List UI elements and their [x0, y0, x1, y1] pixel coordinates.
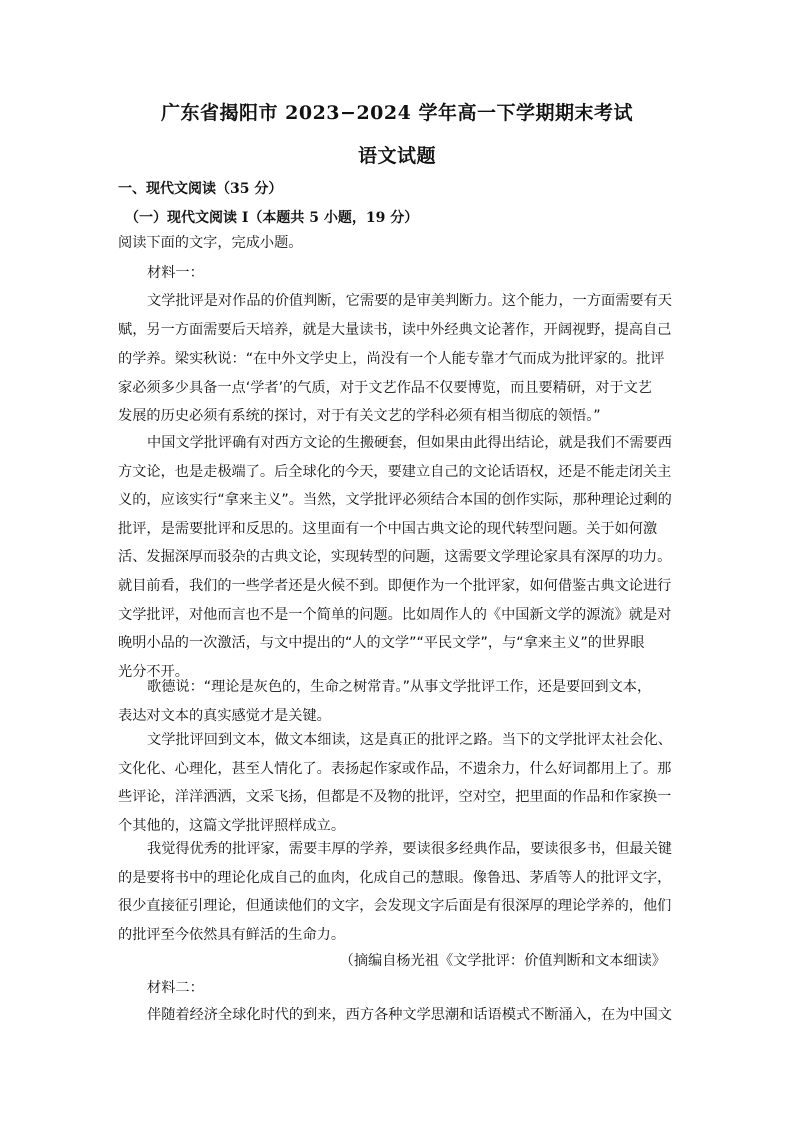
body-line: 的批评至今依然具有鲜活的生命力。: [118, 927, 346, 943]
body-line: 材料一：: [147, 265, 204, 281]
section-heading: 一、现代文阅读（35 分）: [118, 181, 283, 197]
body-line: 材料二：: [147, 980, 204, 996]
body-line: 的是要将书中的理论化成自己的血肉，化成自己的慧眼。像鲁迅、茅盾等人的批评文字，: [118, 870, 672, 886]
body-line: 表达对文本的真实感觉才是关键。: [118, 708, 331, 724]
body-line: 歌德说：“理论是灰色的，生命之树常青。”从事文学批评工作，还是要回到文本，: [147, 679, 652, 695]
subsection-heading: （一）现代文阅读 I（本题共 5 小题，19 分）: [125, 210, 419, 226]
body-line: 的学养。梁实秋说：“在中外文学史上，尚没有一个人能专靠才气而成为批评家的。批评: [118, 351, 665, 367]
body-line: 很少直接征引理论，但通读他们的文字，会发现文字后面是有很深厚的理论学养的，他们: [118, 898, 672, 914]
body-line: 中国文学批评确有对西方文论的生搬硬套，但如果由此得出结论，就是我们不需要西: [147, 435, 672, 451]
body-line: 就目前看，我们的一些学者还是火候不到。即便作为一个批评家，如何借鉴古典文论进行: [118, 578, 672, 594]
body-line: 些评论，洋洋洒洒，文采飞扬，但都是不及物的批评，空对空，把里面的作品和作家换一: [118, 789, 672, 805]
page-subtitle: 语文试题: [357, 145, 436, 167]
body-line: 光分不开。: [118, 664, 189, 680]
body-line: 晚明小品的一次激活，与文中提出的“人的文学”“平民文学”，与“拿来主义”的世界眼: [118, 635, 645, 651]
source-citation: （摘编自杨光祖《文学批评：价值判断和文本细读》: [339, 953, 666, 969]
body-line: 我觉得优秀的批评家，需要丰厚的学养，要读很多经典作品，要读很多书，但最关键: [147, 841, 672, 857]
body-line: 赋，另一方面需要后天培养，就是大量读书，读中外经典文论著作，开阔视野，提高自己: [118, 322, 672, 338]
body-line: 发展的历史必须有系统的探讨，对于有关文艺的学科必须有相当彻底的领悟。”: [118, 408, 601, 424]
body-line: 文化化、心理化，甚至人情化了。表扬起作家或作品，不遗余力，什么好词都用上了。那: [118, 761, 672, 777]
body-line: 方文论，也是走极端了。后全球化的今天，要建立自己的文论话语权，还是不能走闭关主: [118, 464, 672, 480]
body-line: 文学批评回到文本，做文本细读，这是真正的批评之路。当下的文学批评太社会化、: [147, 732, 672, 748]
body-line: 文学批评是对作品的价值判断，它需要的是审美判断力。这个能力，一方面需要有天: [147, 293, 672, 309]
body-line: 阅读下面的文字，完成小题。: [118, 235, 303, 251]
body-line: 伴随着经济全球化时代的到来，西方各种文学思潮和话语模式不断涌入，在为中国文: [147, 1007, 672, 1023]
body-line: 家必须多少具备一点‘学者’的气质，对于文艺作品不仅要博览，而且要精研，对于文艺: [118, 380, 652, 396]
body-line: 个其他的，这篇文学批评照样成立。: [118, 818, 346, 834]
body-line: 文学批评，对他而言也不是一个简单的问题。比如周作人的《中国新文学的源流》就是对: [118, 607, 672, 623]
body-line: 批评，是需要批评和反思的。这里面有一个中国古典文论的现代转型问题。关于如何激: [118, 521, 658, 537]
body-line: 义的，应该实行“拿来主义”。当然，文学批评必须结合本国的创作实际，那种理论过剩的: [118, 492, 672, 508]
body-line: 活、发掘深厚而驳杂的古典文论，实现转型的问题，这需要文学理论家具有深厚的功力。: [118, 549, 672, 565]
page-title: 广东省揭阳市 2023−2024 学年高一下学期期末考试: [161, 102, 633, 124]
